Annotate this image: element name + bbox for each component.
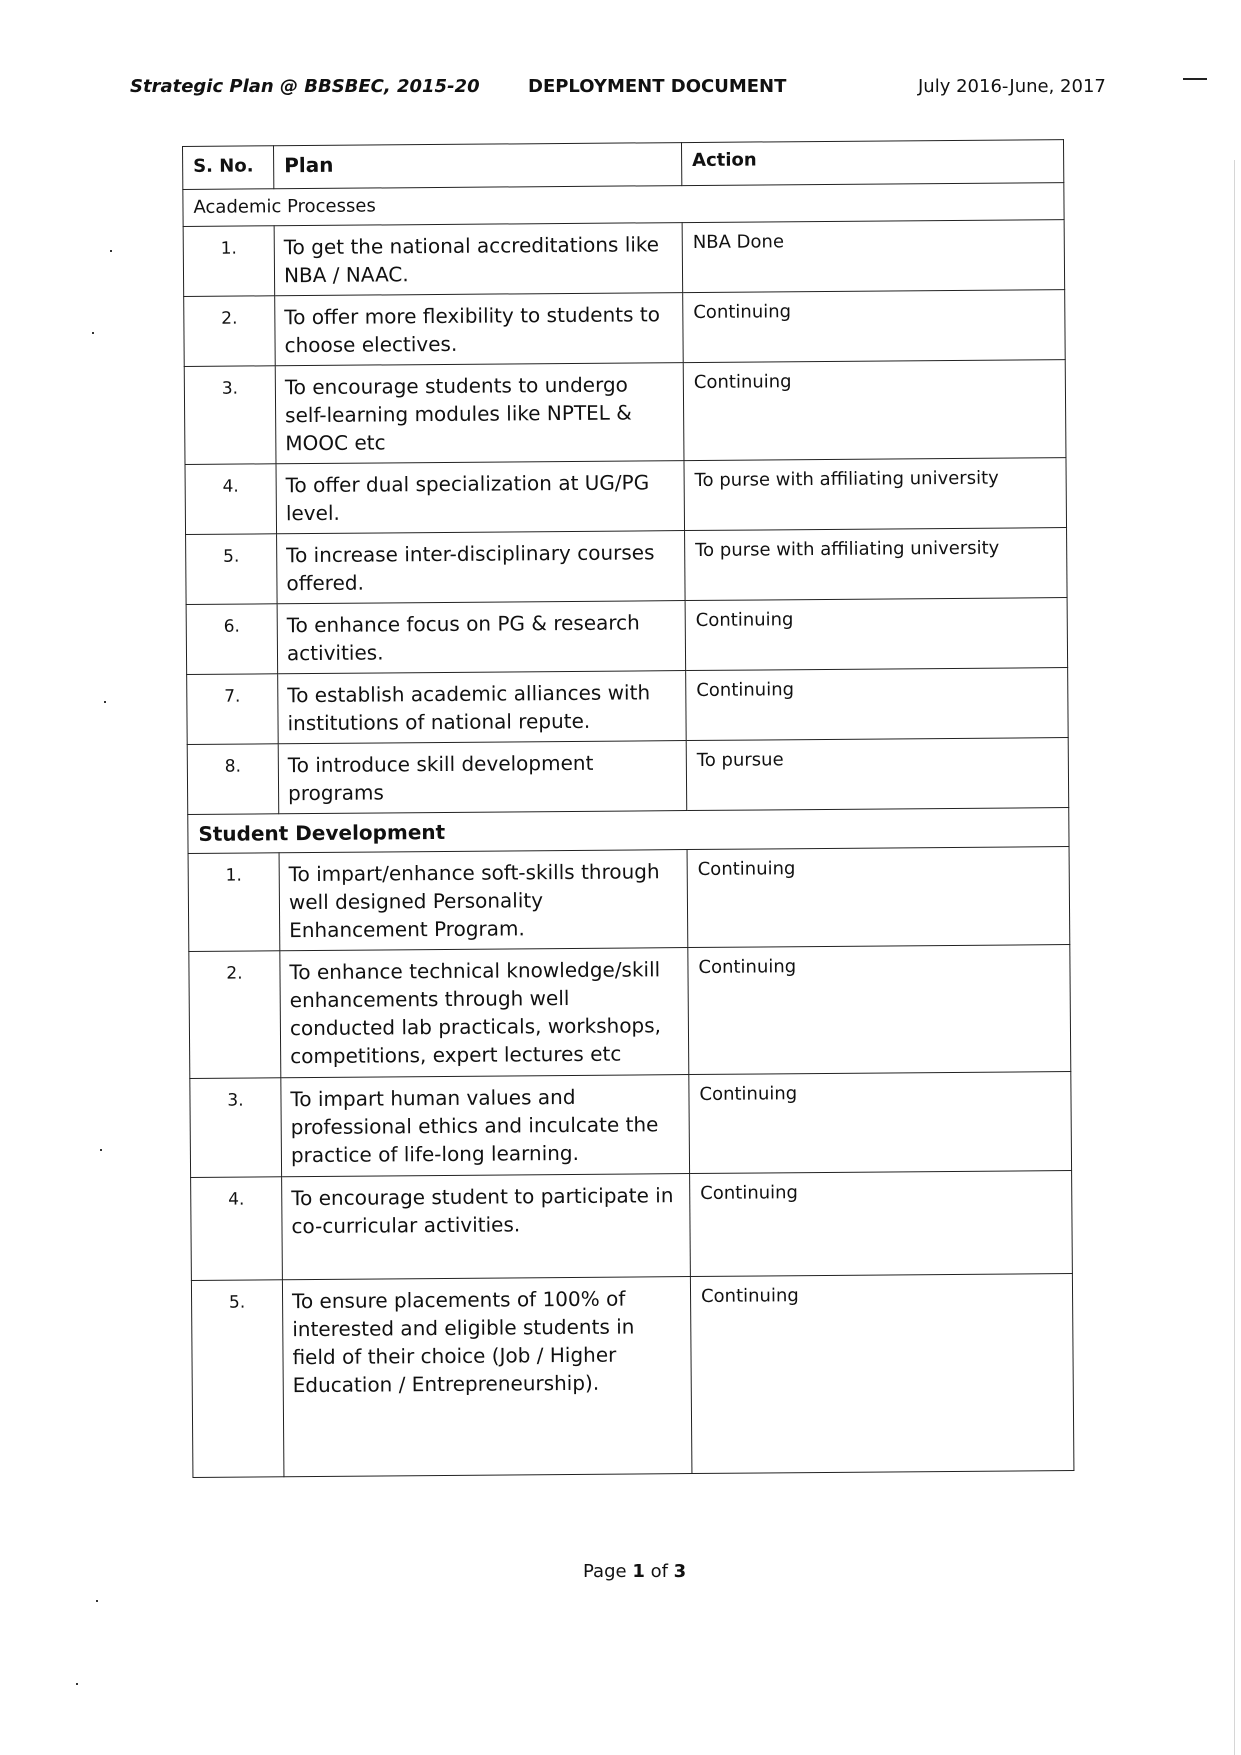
row-action: To purse with affiliating university xyxy=(684,458,1067,531)
row-number: 6. xyxy=(186,604,278,675)
row-number: 4. xyxy=(191,1177,283,1281)
row-plan: To increase inter-disciplinary courses offered. xyxy=(277,531,686,604)
table-row xyxy=(186,528,1068,605)
total-pages: 3 xyxy=(673,1561,687,1582)
table-row xyxy=(191,1274,1074,1478)
page-of-label: of xyxy=(650,1561,668,1582)
row-plan: To offer more flexibility to students to choose electives. xyxy=(275,293,684,366)
document-type-heading: DEPLOYMENT DOCUMENT xyxy=(528,76,787,97)
row-number: 5. xyxy=(191,1280,284,1478)
row-number: 3. xyxy=(190,1078,282,1178)
table-row xyxy=(184,290,1066,367)
row-number: 1. xyxy=(183,226,275,297)
row-plan: To introduce skill development programs xyxy=(278,741,687,814)
row-action: Continuing xyxy=(685,598,1068,671)
page-number xyxy=(583,1561,686,1582)
column-header-action: Action xyxy=(681,140,1063,186)
column-header-sno: S. No. xyxy=(183,146,274,190)
row-number: 2. xyxy=(184,296,276,367)
row-action: Continuing xyxy=(690,1171,1073,1277)
scan-speck xyxy=(92,332,94,334)
row-number: 5. xyxy=(186,534,278,605)
row-action: Continuing xyxy=(688,945,1071,1075)
row-action: Continuing xyxy=(686,668,1069,741)
scan-speck xyxy=(104,701,106,703)
row-number: 1. xyxy=(188,853,280,952)
row-plan: To establish academic alliances with institutions of national repute. xyxy=(278,671,687,744)
document-title: Strategic Plan @ BBSBEC, 2015-20 xyxy=(130,76,480,97)
scan-speck xyxy=(100,1149,102,1151)
table-row xyxy=(189,945,1071,1079)
row-number: 3. xyxy=(184,366,276,465)
section-header-row xyxy=(188,808,1069,854)
table-row xyxy=(187,668,1069,745)
section-student-development xyxy=(188,808,1074,1478)
row-number: 4. xyxy=(185,464,277,535)
row-plan: To encourage student to participate in co-curricular activities. xyxy=(282,1174,691,1280)
row-plan: To enhance technical knowledge/skill enhancements through well conducted lab practicals, workshops, competitions, expert lectures etc xyxy=(280,948,689,1078)
row-number: 2. xyxy=(189,951,281,1079)
row-plan: To encourage students to undergo self-learning modules like NPTEL & MOOC etc xyxy=(275,363,684,464)
section-title: Student Development xyxy=(188,808,1069,854)
table-row xyxy=(184,360,1066,465)
scan-speck xyxy=(76,1683,78,1685)
current-page: 1 xyxy=(632,1561,645,1582)
scan-speck xyxy=(110,250,112,252)
row-plan: To impart human values and professional ethics and inculcate the practice of life-long learning. xyxy=(281,1075,690,1177)
row-number: 8. xyxy=(187,744,279,815)
table-row xyxy=(191,1171,1073,1281)
table-row xyxy=(186,598,1068,675)
row-plan: To offer dual specialization at UG/PG level. xyxy=(276,461,685,534)
row-plan: To impart/enhance soft-skills through well designed Personality Enhancement Program. xyxy=(279,850,688,951)
table-row xyxy=(183,220,1065,297)
document-period: July 2016-June, 2017 xyxy=(918,76,1106,97)
table-row xyxy=(188,847,1070,952)
deployment-table xyxy=(182,139,1074,1478)
row-action: Continuing xyxy=(687,847,1070,948)
section-title: Academic Processes xyxy=(183,183,1064,227)
scan-mark xyxy=(1183,78,1207,80)
row-action: Continuing xyxy=(683,290,1066,363)
row-action: NBA Done xyxy=(682,220,1065,293)
section-academic-processes xyxy=(183,183,1069,815)
scan-edge-line xyxy=(1234,160,1235,1755)
row-action: To purse with affiliating university xyxy=(685,528,1068,601)
row-plan: To enhance focus on PG & research activities. xyxy=(277,601,686,674)
row-action: Continuing xyxy=(690,1274,1074,1474)
row-number: 7. xyxy=(187,674,279,745)
scan-speck xyxy=(96,1600,98,1602)
table-row xyxy=(187,738,1069,815)
table-row xyxy=(190,1072,1072,1178)
row-action: Continuing xyxy=(683,360,1066,461)
column-header-plan: Plan xyxy=(274,143,682,189)
row-plan: To get the national accreditations like NBA / NAAC. xyxy=(274,223,683,296)
table-header-row xyxy=(183,140,1064,190)
row-plan: To ensure placements of 100% of interested and eligible students in field of their choice (Job / Higher Education / Entrepreneurship). xyxy=(282,1277,692,1477)
row-action: To pursue xyxy=(686,738,1069,811)
row-action: Continuing xyxy=(689,1072,1072,1174)
page-label: Page xyxy=(583,1561,627,1582)
table-row xyxy=(185,458,1067,535)
